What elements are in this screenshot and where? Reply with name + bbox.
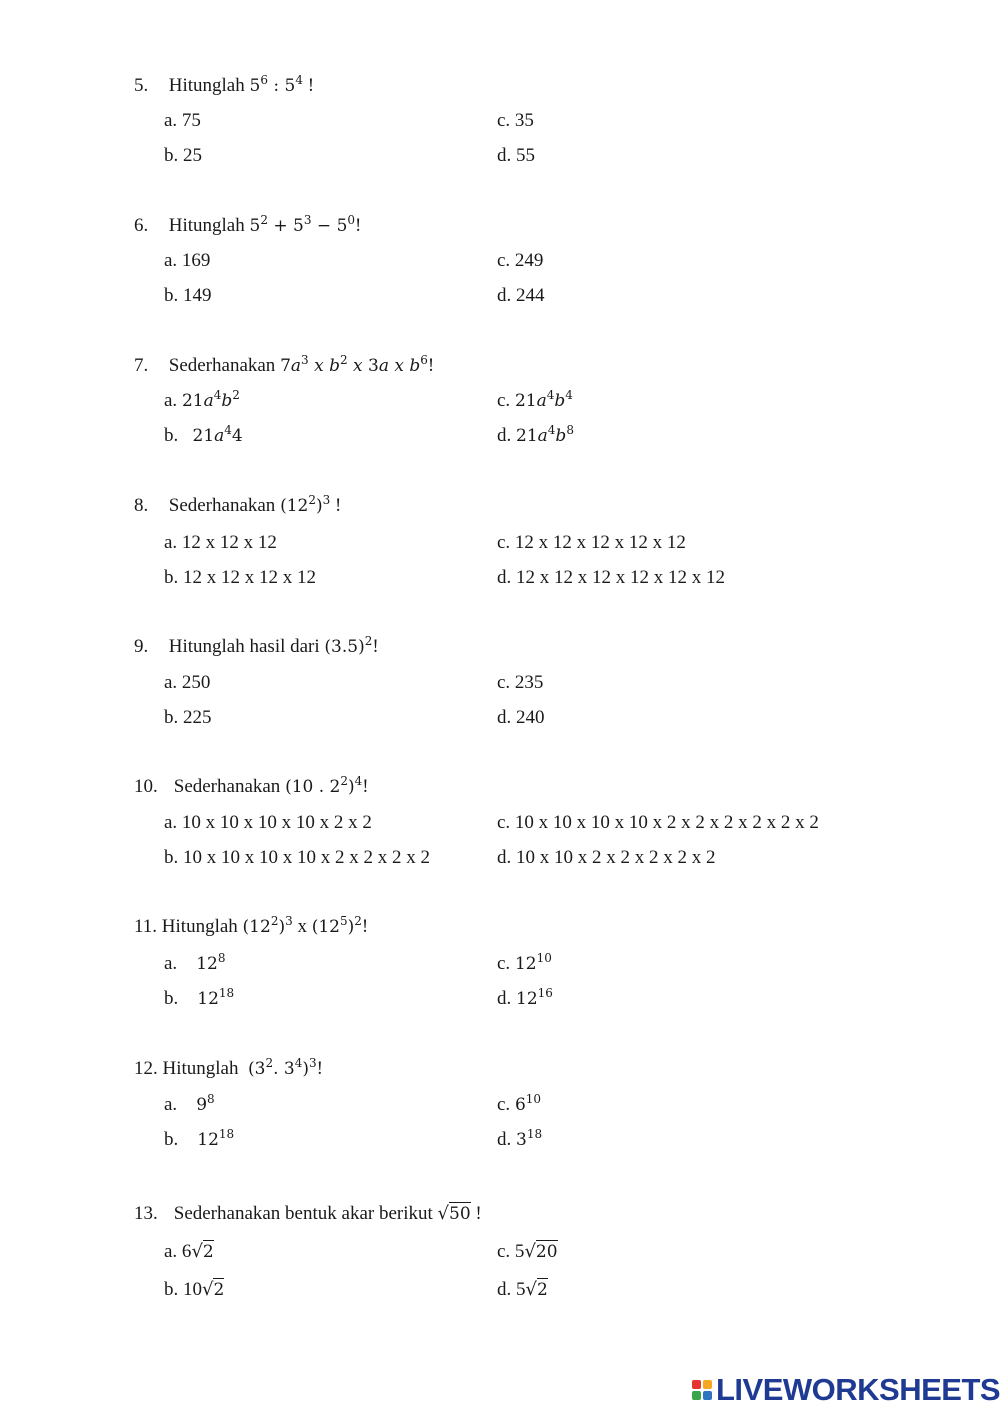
- option-a[interactable]: a. $21a^4b^2$: [164, 388, 240, 411]
- option-c[interactable]: c. $6^{10}$: [497, 1092, 542, 1115]
- option-b[interactable]: b. 10 x 10 x 10 x 10 x 2 x 2 x 2 x 2: [164, 847, 430, 868]
- question-prefix: Hitunglah: [168, 75, 245, 96]
- question-number: 12.: [134, 1058, 158, 1079]
- logo-square-i: [703, 1380, 712, 1389]
- option-b[interactable]: b. 25: [164, 145, 202, 166]
- option-a[interactable]: a. 10 x 10 x 10 x 10 x 2 x 2: [164, 812, 372, 833]
- option-c[interactable]: c. 12 x 12 x 12 x 12 x 12: [497, 532, 686, 553]
- question-11: 11. Hitunglah $(12^2)^3$ x $(12^5)^2$!: [134, 914, 369, 937]
- expression: $(12^2)^3$: [242, 914, 293, 937]
- logo-square-e: [703, 1391, 712, 1400]
- option-b[interactable]: b. $12^{18}$: [164, 986, 235, 1009]
- expression: ($3^2$. $3^4)^3$: [248, 1056, 317, 1079]
- question-prefix: Sederhanakan: [173, 776, 281, 797]
- option-b[interactable]: b. 12 x 12 x 12 x 12: [164, 567, 316, 588]
- option-c[interactable]: c. 235: [497, 672, 544, 693]
- logo-icon: [692, 1380, 712, 1400]
- question-number: 11.: [134, 916, 158, 937]
- question-number: 13.: [134, 1203, 158, 1224]
- question-5: 5. Hitunglah $5^6$ : $5^4$ !: [134, 73, 315, 96]
- liveworksheets-logo: [692, 1372, 1000, 1407]
- question-prefix: Sederhanakan: [168, 495, 276, 516]
- option-b[interactable]: b. 10√2: [164, 1279, 225, 1300]
- option-d[interactable]: d. $12^{16}$: [497, 986, 553, 1009]
- option-a[interactable]: a. 250: [164, 672, 211, 693]
- expression: $(12^2)^3$: [280, 493, 331, 516]
- expression: $7a^3$ x $b^2$ x 3a x $b^6$: [280, 353, 428, 376]
- option-a[interactable]: a. 12 x 12 x 12: [164, 532, 277, 553]
- option-c[interactable]: c. 5√20: [497, 1241, 558, 1262]
- question-number: 8.: [134, 495, 149, 516]
- question-12: 12. Hitunglah ($3^2$. $3^4)^3$!: [134, 1056, 323, 1079]
- radicand: 50: [449, 1204, 471, 1224]
- question-prefix: Hitunglah: [168, 215, 245, 236]
- question-number: 7.: [134, 355, 149, 376]
- option-d[interactable]: d. 240: [497, 707, 545, 728]
- option-d[interactable]: d. 12 x 12 x 12 x 12 x 12 x 12: [497, 567, 725, 588]
- logo-text: LIVEWORKSHEETS: [716, 1372, 1000, 1407]
- question-9: 9. Hitunglah hasil dari $(3.5)^2$!: [134, 634, 379, 657]
- expression: (10 . $2^2)^4$: [285, 774, 363, 797]
- question-13: 13. Sederhanakan bentuk akar berikut √50 !: [134, 1203, 482, 1224]
- option-b[interactable]: b. 149: [164, 285, 212, 306]
- option-d[interactable]: d. 5√2: [497, 1279, 548, 1300]
- question-number: 10.: [134, 776, 158, 797]
- expression: $5^6$ : $5^4$: [249, 73, 303, 96]
- option-c[interactable]: c. 249: [497, 250, 544, 271]
- radical-sign: √: [437, 1203, 450, 1224]
- question-prefix: Hitunglah hasil dari: [168, 636, 320, 657]
- option-a[interactable]: a. $9^8$: [164, 1092, 215, 1115]
- option-a[interactable]: a. 169: [164, 250, 211, 271]
- question-prefix: Sederhanakan: [168, 355, 276, 376]
- option-b[interactable]: b. $12^{18}$: [164, 1127, 235, 1150]
- option-a[interactable]: a. $12^8$: [164, 951, 226, 974]
- logo-square-l: [692, 1380, 701, 1389]
- question-number: 9.: [134, 636, 149, 657]
- question-7: 7. Sederhanakan $7a^3$ x $b^2$ x 3a x $b^6$!: [134, 353, 435, 376]
- option-d[interactable]: d. 55: [497, 145, 535, 166]
- logo-square-v: [692, 1391, 701, 1400]
- option-c[interactable]: c. 10 x 10 x 10 x 10 x 2 x 2 x 2 x 2 x 2 x 2: [497, 812, 819, 833]
- question-prefix: Hitunglah: [161, 916, 238, 937]
- option-b[interactable]: b. $21a^44$: [164, 423, 243, 446]
- question-number: 6.: [134, 215, 149, 236]
- expression: $(3.5)^2$: [324, 634, 373, 657]
- option-b[interactable]: b. 225: [164, 707, 212, 728]
- option-a[interactable]: a. 75: [164, 110, 201, 131]
- question-prefix: Sederhanakan bentuk akar berikut: [173, 1203, 433, 1224]
- question-number: 5.: [134, 75, 149, 96]
- option-c[interactable]: c. 35: [497, 110, 534, 131]
- option-d[interactable]: d. $21a^4b^8$: [497, 423, 574, 446]
- question-6: 6. Hitunglah $5^2 + 5^3 - 5^0$!: [134, 213, 362, 236]
- option-c[interactable]: c. $12^{10}$: [497, 951, 552, 974]
- option-d[interactable]: d. 244: [497, 285, 545, 306]
- option-d[interactable]: d. 10 x 10 x 2 x 2 x 2 x 2 x 2: [497, 847, 716, 868]
- option-a[interactable]: a. 6√2: [164, 1241, 214, 1262]
- option-c[interactable]: c. $21a^4b^4$: [497, 388, 573, 411]
- question-prefix: Hitunglah: [162, 1058, 239, 1079]
- expression: $5^2 + 5^3 - 5^0$: [249, 213, 356, 236]
- question-8: 8. Sederhanakan $(12^2)^3$ !: [134, 493, 342, 516]
- option-d[interactable]: d. $3^{18}$: [497, 1127, 543, 1150]
- question-10: 10. Sederhanakan (10 . $2^2)^4$!: [134, 774, 369, 797]
